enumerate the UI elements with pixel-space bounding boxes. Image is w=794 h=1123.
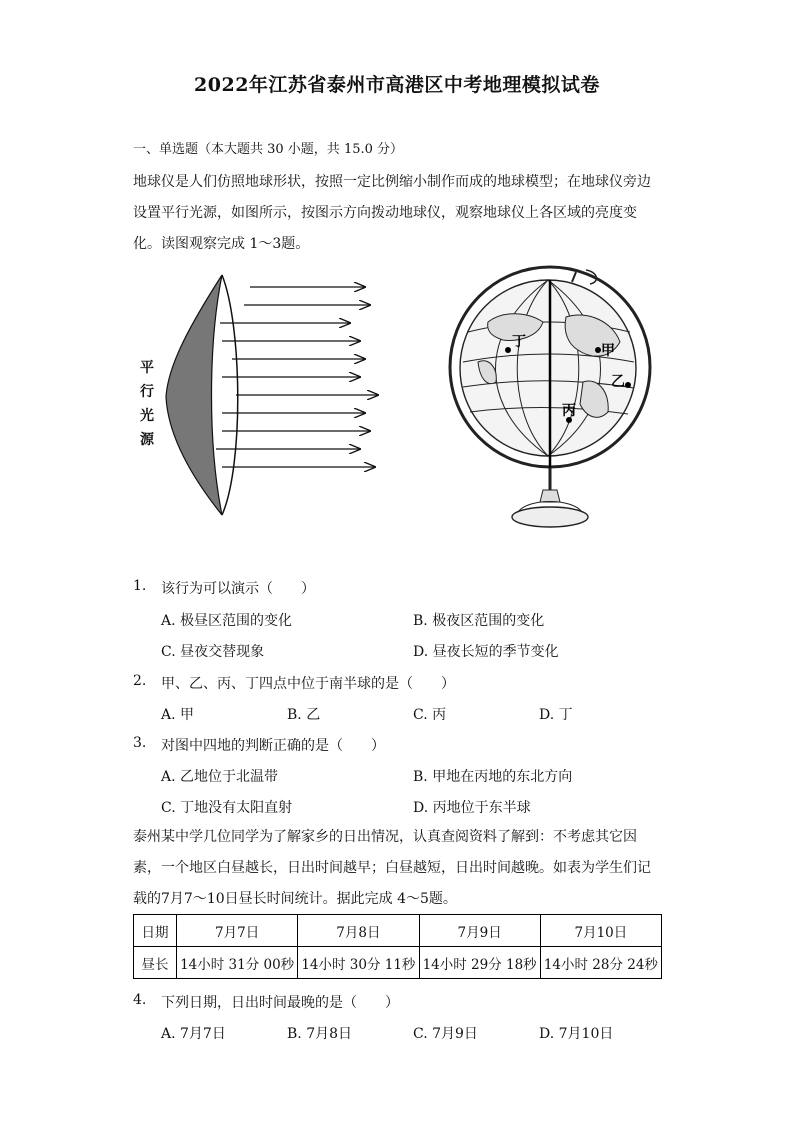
question-stem: 对图中四地的判断正确的是（ ） [161, 738, 385, 754]
option-b: B. 7月8日 [287, 1026, 353, 1042]
option-b: B. 极夜区范围的变化 [413, 613, 545, 629]
source-label-char: 行 [140, 384, 154, 400]
label-ding: 丁 [512, 334, 526, 350]
globe-figure [448, 262, 658, 542]
option-b: B. 甲地在丙地的东北方向 [413, 769, 573, 785]
option-d: D. 7月10日 [539, 1026, 614, 1042]
table-cell: 7月10日 [540, 915, 661, 947]
table-cell: 昼长 [134, 947, 177, 979]
parallel-light-figure [160, 265, 390, 525]
option-b: B. 乙 [287, 707, 321, 723]
lens-shadow-shape [166, 275, 222, 515]
question-stem: 该行为可以演示（ ） [161, 581, 315, 597]
intro-paragraph-2: 泰州某中学几位同学为了解家乡的日出情况，认真查阅资料了解到：不考虑其它因素，一个地区白昼越长，日出时间越早；白昼越短，日出时间越晚。如表为学生们记载的7月7～10日昼长时间统计。据此完成 4～5题。 [133, 829, 651, 907]
option-c: C. 丁地没有太阳直射 [161, 800, 293, 816]
option-d: D. 丁 [539, 707, 573, 723]
page-title: 2022年江苏省泰州市高港区中考地理模拟试卷 [194, 74, 600, 96]
table-cell: 14小时 30分 11秒 [298, 947, 419, 979]
point-ding [505, 347, 511, 353]
label-bing: 丙 [562, 403, 576, 419]
label-jia: 甲 [601, 343, 615, 359]
label-yi: 乙 [611, 374, 625, 390]
question-stem: 下列日期，日出时间最晚的是（ ） [161, 995, 399, 1011]
option-a: A. 极昼区范围的变化 [161, 613, 293, 629]
day-length-table [133, 914, 662, 979]
question-number: 4. [133, 992, 147, 1008]
option-c: C. 昼夜交替现象 [161, 644, 265, 660]
source-label-char: 光 [140, 408, 154, 424]
option-a: A. 7月7日 [161, 1026, 226, 1042]
light-ray-arrows [216, 287, 378, 467]
table-cell: 14小时 28分 24秒 [540, 947, 661, 979]
table-row [134, 915, 662, 947]
table-cell: 7月9日 [419, 915, 540, 947]
option-c: C. 丙 [413, 707, 447, 723]
table-row [134, 947, 662, 979]
table-cell: 7月7日 [177, 915, 298, 947]
section-heading: 一、单选题（本大题共 30 小题，共 15.0 分） [133, 142, 404, 157]
table-cell: 14小时 29分 18秒 [419, 947, 540, 979]
source-label-char: 平 [140, 360, 154, 376]
table-cell: 日期 [134, 915, 177, 947]
question-stem: 甲、乙、丙、丁四点中位于南半球的是（ ） [161, 676, 455, 692]
question-number: 1. [133, 578, 147, 594]
table-cell: 14小时 31分 00秒 [177, 947, 298, 979]
point-yi [625, 382, 631, 388]
option-a: A. 乙地位于北温带 [161, 769, 279, 785]
question-number: 3. [133, 735, 147, 751]
source-label-char: 源 [140, 432, 154, 448]
option-d: D. 昼夜长短的季节变化 [413, 644, 559, 660]
intro-paragraph-1: 地球仪是人们仿照地球形状，按照一定比例缩小制作而成的地球模型；在地球仪旁边设置平行光源，如图所示，按图示方向拨动地球仪，观察地球仪上各区域的亮度变化。读图观察完成 1～3题。 [133, 174, 651, 252]
question-number: 2. [133, 673, 147, 689]
option-c: C. 7月9日 [413, 1026, 478, 1042]
lens-outline [222, 275, 238, 515]
option-a: A. 甲 [161, 707, 195, 723]
option-d: D. 丙地位于东半球 [413, 800, 531, 816]
table-cell: 7月8日 [298, 915, 419, 947]
